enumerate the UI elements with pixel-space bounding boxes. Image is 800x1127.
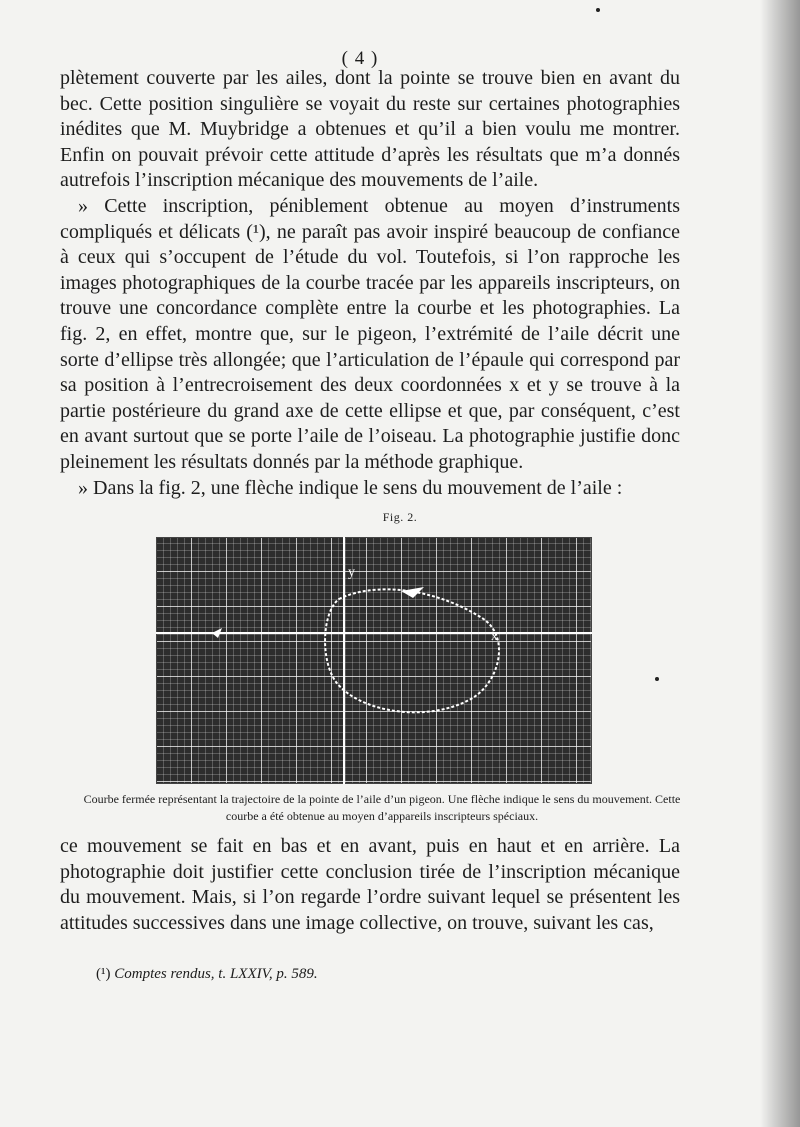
wing-trajectory-drawing	[156, 537, 592, 784]
footnote-text: Comptes rendus, t. LXXIV, p. 589.	[114, 966, 318, 982]
closed-trajectory-curve	[325, 589, 499, 712]
movement-arrow	[401, 587, 424, 598]
paragraph-2: » Cette inscription, péniblement obtenue au moyen d’instruments compliqués et délicats (¹), ne paraît pas avoir inspiré beaucoup de confiance à ceux qui s’occupent de l’étude du vol. Toutefois, si l’on rapproche les images photographiques de la courbe tracée par les appareils inscripteurs, on trouve une concordance complète entre la courbe et les photographies. La fig. 2, en effet, montre que, sur le pigeon, l’extrémité de l’aile décrit une sorte d’ellipse très allongée; que l’articulation de l’épaule qui correspond par sa position à l’entrecroisement des deux coordonnées x et y se trouve à la partie postérieure du grand axe de cette ellipse et que, par conséquent, c’est en avant surtout que se porte l’aile de l’oiseau. La photographie justifie donc pleinement les résultats donnés par la méthode graphique.	[60, 194, 680, 473]
figure-y-label: y	[348, 565, 355, 580]
figure-caption: Courbe fermée représentant la trajectoire de la pointe de l’aile d’un pigeon. Une flèche indique le sens du mouvement. Cette courbe a été obtenue au moyen d’appareils inscripteurs spéciaux.	[83, 792, 681, 823]
upper-text-block	[60, 66, 680, 501]
page-number: ( 4 )	[341, 48, 379, 69]
figure-x-label: x	[491, 629, 498, 644]
footnote	[96, 966, 716, 983]
lower-text-block	[60, 834, 680, 936]
wing-trajectory-figure	[156, 537, 592, 784]
figure-label: Fig. 2.	[382, 510, 418, 524]
scan-dot	[655, 677, 659, 681]
footnote-marker: (¹)	[96, 966, 111, 982]
paragraph-3: » Dans la fig. 2, une flèche indique le sens du mouvement de l’aile :	[78, 476, 623, 499]
paragraph-4: ce mouvement se fait en bas et en avant, puis en haut et en arrière. La photographie doit justifier cette conclusion tirée de l’inscription mécanique du mouvement. Mais, si l’on regarde l’ordre suivant lequel se présentent les attitudes successives dans une image collective, on trouve, suivant les cas,	[60, 835, 680, 934]
scan-dot	[596, 8, 600, 12]
paragraph-1: plètement couverte par les ailes, dont la pointe se trouve bien en avant du bec. Cette position singulière se voyait du reste sur certaines photographies inédites que M. Muybridge a obtenues et qu’il a bien voulu me montrer. Enfin on pouvait prévoir cette attitude d’après les résultats que m’a donnés autrefois l’inscription mécanique des mouvements de l’aile.	[60, 67, 680, 192]
